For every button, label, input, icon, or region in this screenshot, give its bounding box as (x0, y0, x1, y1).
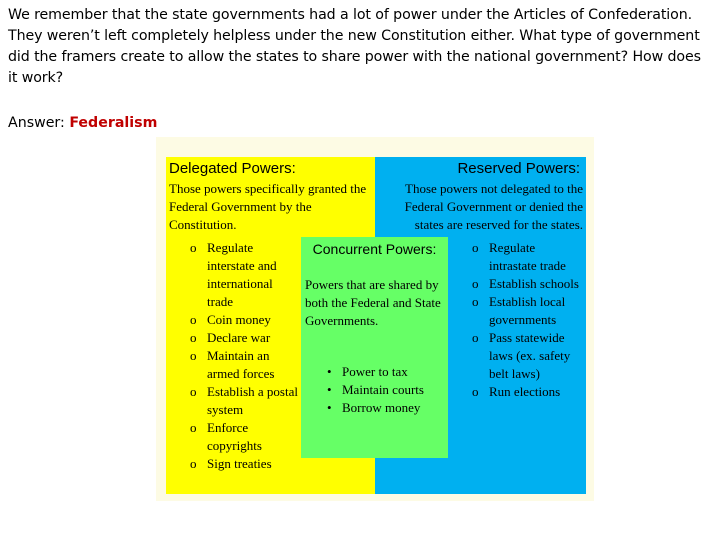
answer-label: Answer: (8, 115, 65, 131)
question-text: We remember that the state governments had a lot of power under the Articles of Confederation. They weren’t left completely helpless under the new Constitution either. What type of government did the framers create to allow the states to share power with the national government? How does it work? (8, 7, 701, 86)
reserved-powers-title: Reserved Powers: (457, 160, 580, 177)
list-item-text: Coin money (207, 312, 271, 327)
delegated-power-item (190, 419, 298, 455)
list-marker: o (190, 456, 197, 471)
concurrent-power-item (324, 363, 446, 381)
list-item-text: Establish schools (489, 276, 579, 291)
concurrent-power-item (324, 399, 446, 417)
reserved-power-item (472, 329, 584, 383)
concurrent-power-item (324, 381, 446, 399)
list-marker: o (190, 348, 197, 363)
bullet-marker: • (327, 364, 332, 379)
list-marker: o (190, 312, 197, 327)
list-item-text: Maintain courts (342, 382, 424, 397)
list-marker: o (190, 420, 197, 435)
list-item-text: Establish a postal system (207, 384, 298, 417)
list-item-text: Establish local governments (489, 294, 566, 327)
list-item-text: Enforce copyrights (207, 420, 262, 453)
reserved-powers-description: Those powers not delegated to the Federal Government or denied the states are reserved for the states. (404, 181, 583, 232)
bullet-marker: • (327, 382, 332, 397)
list-marker: o (472, 276, 479, 291)
delegated-power-item (190, 455, 298, 473)
concurrent-powers-list (324, 363, 446, 417)
delegated-power-item (190, 383, 298, 419)
list-marker: o (190, 384, 197, 399)
list-item-text: Maintain an armed forces (207, 348, 275, 381)
list-marker: o (190, 330, 197, 345)
list-marker: o (190, 240, 197, 255)
list-item-text: Power to tax (342, 364, 408, 379)
reserved-power-item (472, 383, 584, 401)
reserved-power-item (472, 239, 584, 275)
answer-line (8, 113, 157, 134)
delegated-power-item (190, 239, 298, 311)
answer-value: Federalism (69, 115, 158, 131)
delegated-power-item (190, 329, 298, 347)
list-item-text: Declare war (207, 330, 271, 345)
list-item-text: Run elections (489, 384, 561, 399)
list-marker: o (472, 330, 479, 345)
delegated-powers-title: Delegated Powers: (169, 160, 296, 177)
concurrent-powers-panel (301, 237, 448, 458)
list-marker: o (472, 294, 479, 309)
list-marker: o (472, 384, 479, 399)
list-item-text: Regulate intrastate trade (489, 240, 566, 273)
delegated-powers-list (190, 239, 298, 473)
concurrent-powers-title: Concurrent Powers: (312, 241, 437, 257)
delegated-power-item (190, 347, 298, 383)
list-item-text: Borrow money (342, 400, 421, 415)
reserved-power-item (472, 293, 584, 329)
delegated-powers-description: Those powers specifically granted the Federal Government by the Constitution. (169, 181, 367, 232)
delegated-power-item (190, 311, 298, 329)
list-marker: o (472, 240, 479, 255)
reserved-power-item (472, 275, 584, 293)
list-item-text: Pass statewide laws (ex. safety belt laws) (489, 330, 571, 381)
list-item-text: Regulate interstate and international trade (207, 240, 277, 309)
list-item-text: Sign treaties (207, 456, 272, 471)
bullet-marker: • (327, 400, 332, 415)
concurrent-powers-description: Powers that are shared by both the Federal and State Governments. (305, 277, 441, 328)
reserved-powers-list (472, 239, 584, 401)
